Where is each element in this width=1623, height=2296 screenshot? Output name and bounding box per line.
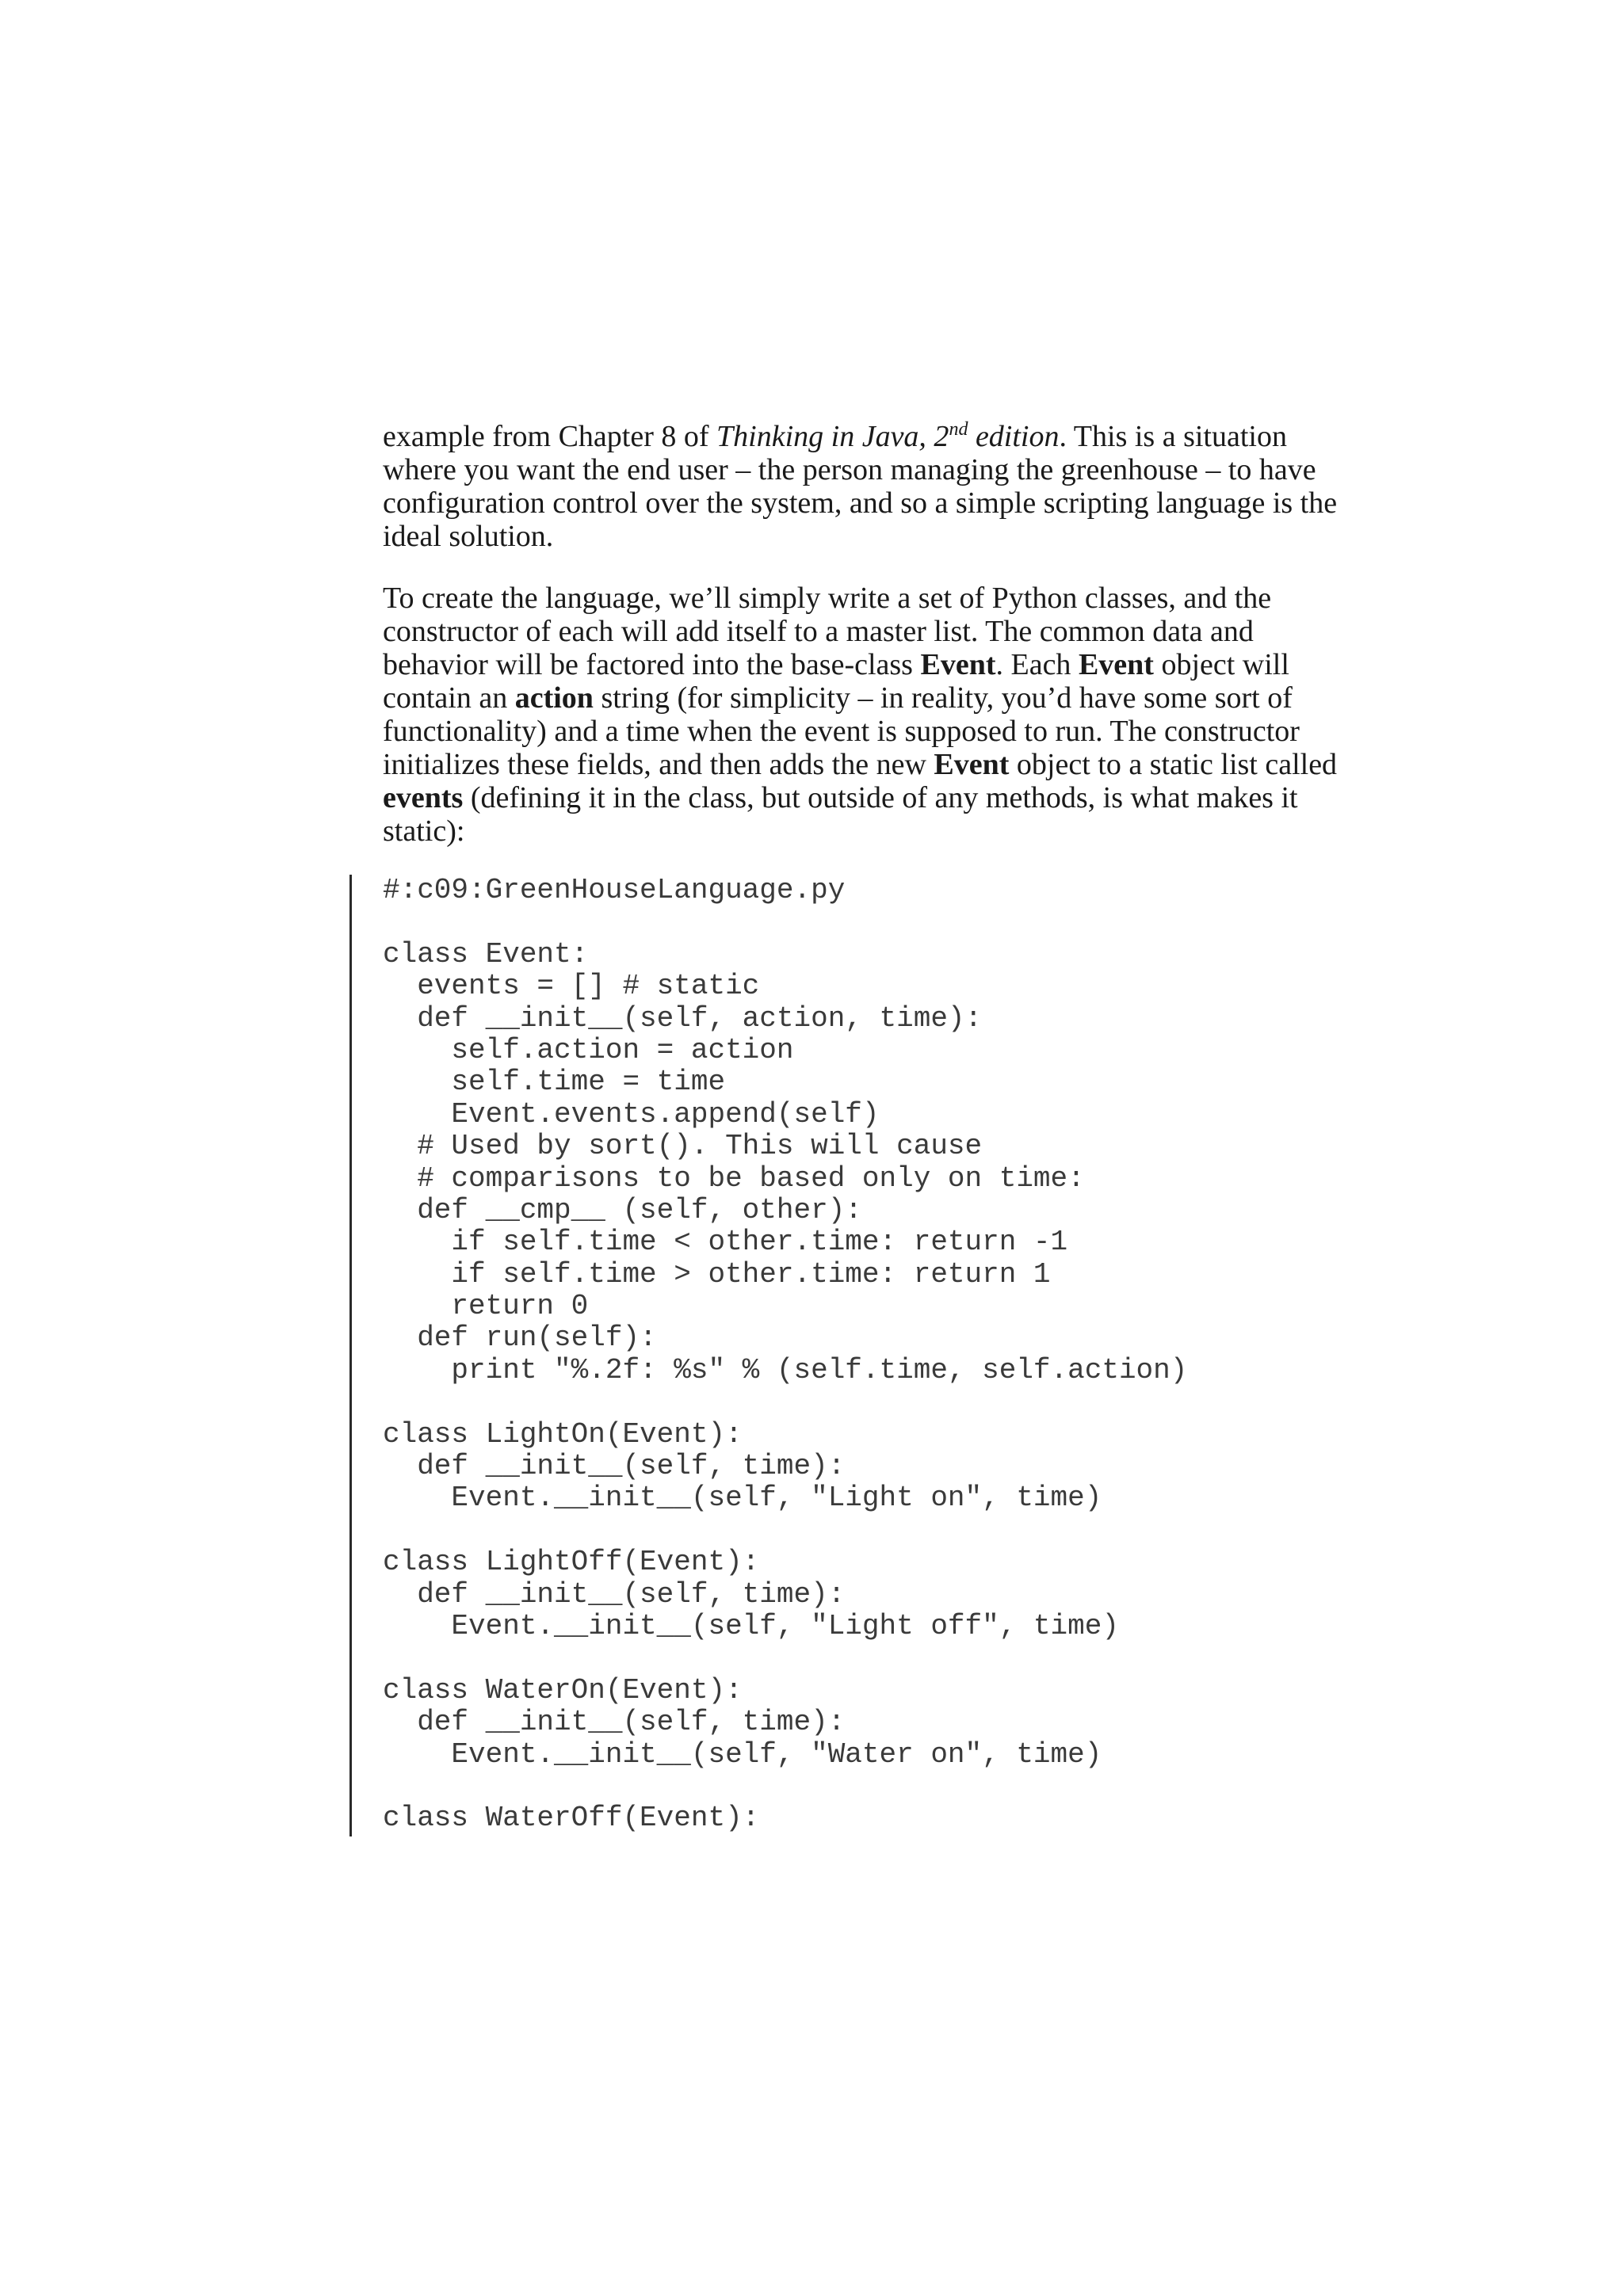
text-run-bold: action [514,681,594,715]
code-line: self.time = time [383,1066,726,1099]
code-line: class LightOff(Event): [383,1546,760,1579]
code-line: Event.__init__(self, "Light off", time) [383,1609,1119,1642]
text-run-normal: (defining it in the class, but outside of any methods, is what makes it static): [383,781,1298,848]
code-line: Event.__init__(self, "Light on", time) [383,1482,1102,1515]
text-run-sup: nd [949,419,968,440]
code-line [383,1386,1492,1418]
text-run-bold: events [383,781,464,814]
code-line [383,1771,1492,1802]
text-run-normal: . This is a situation where you want the end user – the person managing the greenhouse – to have configuration control over the system, and so a simple scripting language is the ideal solution. [383,420,1338,553]
code-line: class WaterOff(Event): [383,1802,760,1835]
code-line: # comparisons to be based only on time: [383,1161,1085,1195]
paragraph-language [383,582,1350,848]
code-line: Event.events.append(self) [383,1097,880,1131]
code-line: class Event: [383,937,589,971]
code-line: def __cmp__ (self, other): [383,1193,862,1226]
code-line: def __init__(self, time): [383,1450,846,1483]
text-run-normal: . Each [995,648,1079,681]
code-line: events = [] # static [383,970,760,1003]
code-line: Event.__init__(self, "Water on", time) [383,1737,1102,1771]
code-line: return 0 [383,1290,589,1323]
text-run-normal: object will contain an [383,648,1289,715]
code-line: self.action = action [383,1033,794,1066]
code-line: class WaterOn(Event): [383,1673,743,1707]
text-run-bold: Event [1078,648,1154,681]
code-line [383,1515,1492,1547]
code-listing [383,875,1492,1835]
code-line: if self.time > other.time: return 1 [383,1257,1051,1291]
text-run-italic: Thinking in Java, 2 [716,420,949,453]
code-line: print "%.2f: %s" % (self.time, self.action) [383,1353,1188,1386]
text-run-bold: Event [934,748,1010,781]
text-run-normal: string (for simplicity – in reality, you’d have some sort of functionality) and a time when the event is supposed to run. The constructor initializes these fields, and then adds the new [383,681,1300,781]
code-line [383,1642,1492,1674]
text-run-italic: edition [968,420,1060,453]
code-line: class LightOn(Event): [383,1417,743,1451]
prose-body [383,420,1350,848]
code-line: # Used by sort(). This will cause [383,1130,983,1163]
code-line: def __init__(self, time): [383,1706,846,1739]
code-line: if self.time < other.time: return -1 [383,1226,1068,1259]
code-line: #:c09:GreenHouseLanguage.py [383,874,846,906]
code-line [383,906,1492,938]
text-run-normal: object to a static list called [1009,748,1338,781]
code-line: def __init__(self, action, time): [383,1001,983,1035]
paragraph-intro [383,420,1350,553]
text-run-normal: example from Chapter 8 of [383,420,717,453]
code-line: def __init__(self, time): [383,1577,846,1611]
text-run-bold: Event [920,648,996,681]
text-run-normal: To create the language, we’ll simply write a set of Python classes, and the constructor of each will add itself to a master list. The common data and behavior will be factored into the base-class [383,582,1272,681]
code-line: def run(self): [383,1322,657,1355]
code-listing-bar [349,875,352,1836]
